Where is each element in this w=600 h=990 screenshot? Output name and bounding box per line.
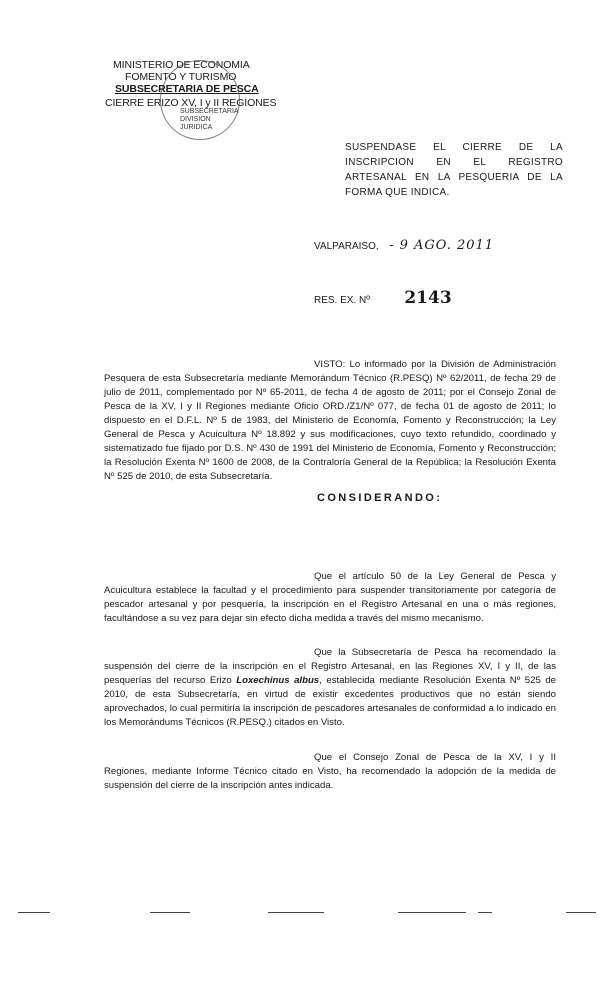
- considerando-paragraph-2: [104, 646, 556, 730]
- footer-mark-1: [18, 912, 50, 913]
- paragraph-2-text-a: Que la Subsecretaría de Pesca ha recomendado la suspensión del cierre de la inscripción en el Registro Artesanal, en las Regiones XV, I y II, de las pesquerías del recurso Erizo: [104, 647, 556, 686]
- footer-mark-2: [150, 912, 190, 913]
- resolution-number: 2143: [404, 288, 452, 308]
- ministry-name: MINISTERIO DE ECONOMIA: [113, 59, 250, 71]
- date-stamp: - 9 AGO. 2011: [389, 238, 495, 253]
- subsecretaria-name: SUBSECRETARIA DE PESCA: [115, 83, 259, 95]
- document-subject-line: CIERRE ERIZO XV, I y II REGIONES: [105, 97, 277, 109]
- footer-mark-3: [268, 912, 324, 913]
- considerando-paragraph-3: Que el Consejo Zonal de Pesca de la XV, I y II Regiones, mediante Informe Técnico citado en Visto, ha recomendado la adopción de la medida de suspensión del cierre de la inscripción antes indicada.: [104, 752, 556, 791]
- stamp-line-1: SUBSECRETARIA: [180, 108, 239, 115]
- resolution-title: SUSPENDASE EL CIERRE DE LA INSCRIPCION EN EL REGISTRO ARTESANAL EN LA PESQUERIA DE LA FORMA QUE INDICA.: [345, 142, 563, 198]
- stamp-line-2: DIVISION: [180, 116, 211, 123]
- ministry-subtitle: FOMENTO Y TURISMO: [125, 71, 237, 83]
- resolution-number-line: [314, 288, 452, 308]
- visto-paragraph: VISTO: Lo informado por la División de Administración Pesquera de esta Subsecretaría mediante Memorándum Técnico (R.PESQ) Nº 62/2011, de fecha 29 de julio de 2011, complementado por Nº 65-2011, de fecha 4 de agosto de 2011; por el Consejo Zonal de Pesca de la XV, I y II Regiones mediante Oficio ORD./Z1/Nº 077, de fecha 01 de agosto de 2011; lo dispuesto en el D.F.L. Nº 5 de 1983, del Ministerio de Economía, Fomento y Reconstrucción; la Ley General de Pesca y Acuicultura Nº 18.892 y sus modificaciones, cuyo texto refundido, coordinado y sistematizado fue fijado por D.S. Nº 430 de 1991 del Ministerio de Economía, Fomento y Reconstrucción; la Resolución Exenta Nº 1600 de 2008, de la Contraloría General de la República; la Resolución Exenta Nº 525 de 2010, de esta Subsecretaría.: [104, 359, 556, 482]
- considerando-paragraph-1: Que el artículo 50 de la Ley General de Pesca y Acuicultura establece la facultad y el procedimiento para suspender transitoriamente por categoría de pescador artesanal y por pesquería, la inscripción en el Registro Artesanal en una o más regiones, facultándose a su vez para dejar sin efecto dicha medida a través del mismo mecanismo.: [104, 571, 556, 624]
- place-date: [314, 236, 494, 254]
- species-name: Loxechinus albus: [236, 675, 320, 686]
- footer-mark-6: [566, 912, 596, 913]
- footer-mark-4: [398, 912, 466, 913]
- stamp-line-3: JURIDICA: [180, 124, 213, 131]
- paragraph-2-text-b: , establecida mediante Resolución Exenta Nº 525 de 2010, de esta Subsecretaría, en virtud de existir excedentes productivos que no están siendo aprovechados, lo cual permitiría la inscripción de pescadores artesanales de conformidad a lo indicado en los Memorándums Técnicos (R.PESQ.) citados en Visto.: [104, 675, 556, 728]
- resolution-label: RES. EX. Nº: [314, 295, 370, 306]
- stamp-text: [180, 108, 239, 132]
- footer-mark-5: [478, 912, 492, 913]
- place-label: VALPARAISO,: [314, 241, 379, 252]
- considerando-heading: CONSIDERANDO:: [317, 492, 443, 504]
